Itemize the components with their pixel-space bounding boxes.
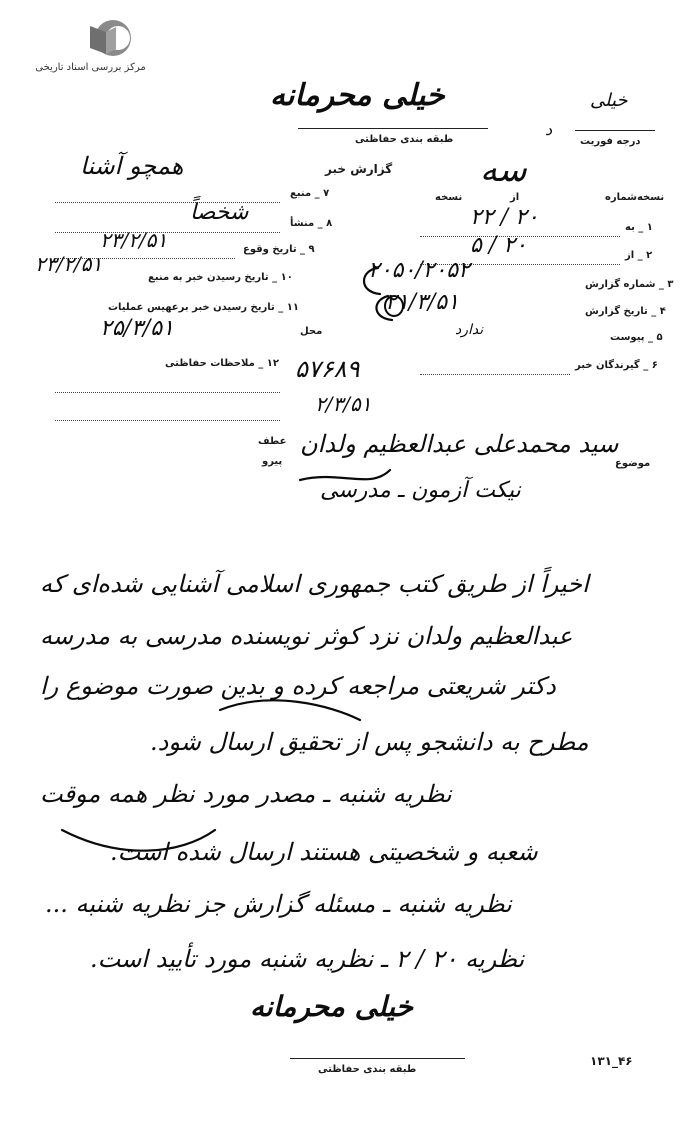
- atf-label: عطف: [258, 436, 287, 447]
- form-number: ۴۶_۱۳۱: [590, 1054, 633, 1068]
- copy-value: سه: [480, 150, 527, 190]
- from-value: ۲۰ / ۵: [470, 233, 527, 258]
- body-line: عبدالعظیم ولدان نزد کوثر نویسنده مدرسی به مدرسه: [40, 622, 573, 650]
- subject-line-1: سید محمدعلی عبدالعظیم ولدان: [300, 430, 619, 458]
- copy-number-label: نسخه‌شماره: [605, 192, 665, 203]
- body-line: نظریه شنبه ـ مسئله گزارش جز نظریه شنبه ...: [45, 890, 512, 918]
- urgency-mark: د: [545, 120, 553, 139]
- from-label: ۲ _ از: [625, 250, 653, 261]
- body-line: شعبه و شخصیتی هستند ارسال شده است.: [110, 838, 538, 866]
- body-line: مطرح به دانشجو پس از تحقیق ارسال شود.: [150, 728, 589, 756]
- classification-label: طبقه بندی حفاظتی: [355, 134, 454, 145]
- event-date-value: ۲۳/۲/۵۱: [100, 228, 168, 252]
- report-date-label: ۴ _ تاریخ گزارش: [585, 306, 666, 317]
- report-date-value: ۲۱/۳/۵۱: [385, 290, 459, 315]
- source-label: ۷ _ منبع: [290, 188, 330, 199]
- to-label: ۱ _ به: [625, 222, 653, 233]
- received-date-label: ۱۰ _ تاریخ رسیدن خبر به منبع: [148, 272, 293, 283]
- report-number-value: ۲۰۵۰/۲۰۵۲: [368, 258, 470, 283]
- body-line: دکتر شریعتی مراجعه کرده و بدین صورت موضوع را: [40, 672, 556, 700]
- attachment-value: ندارد: [455, 322, 484, 338]
- ops-date-value: ۲۵/۳/۵۱: [100, 316, 174, 341]
- source-value: همچو آشنا: [80, 152, 184, 180]
- received-date-value: ۲۳/۲/۵۱: [35, 252, 103, 276]
- event-date-label: ۹ _ تاریخ وقوع: [243, 244, 315, 255]
- urgency-value: خیلی: [590, 90, 628, 111]
- security-notes-label: ۱۲ _ ملاحظات حفاظتی: [165, 358, 279, 369]
- origin-value: شخصاً: [190, 200, 249, 225]
- subject-label: موضوع: [615, 458, 651, 469]
- place-label: محل: [300, 326, 323, 337]
- notes-value-2: ۲/۳/۵۱: [315, 392, 372, 416]
- copy-version-label: نسخه: [435, 192, 463, 203]
- body-line: اخیراً از طریق کتب جمهوری اسلامی آشنایی شده‌ای که: [40, 570, 589, 598]
- peyro-label: پیرو: [262, 456, 283, 467]
- ops-date-label: ۱۱ _ تاریخ رسیدن خبر برعهیس عملیات: [108, 302, 299, 313]
- subject-line-2: نیکت آزمون ـ مدرسی: [320, 478, 521, 503]
- body-line: نظریه ۲۰ / ۲ ـ نظریه شنبه مورد تأیید است.: [90, 945, 525, 973]
- to-value: ۲۰ / ۲۲: [470, 205, 539, 230]
- origin-label: ۸ _ منشأ: [290, 218, 333, 229]
- recipients-label: ۶ _ گیرندگان خبر: [575, 360, 658, 371]
- footer-classification-label: طبقه بندی حفاظتی: [318, 1064, 417, 1075]
- report-title: گزارش خبر: [325, 162, 393, 176]
- copy-from-label: از: [510, 192, 520, 203]
- archive-logo-text: مرکز بررسی اسناد تاریخی: [35, 62, 146, 73]
- report-number-label: ۳ _ شماره گزارش: [585, 279, 674, 290]
- attachment-label: ۵ _ پیوست: [610, 332, 663, 343]
- urgency-label: درجه فوریت: [580, 136, 641, 147]
- body-line: نظریه شنبه ـ مصدر مورد نظر همه موقت: [40, 780, 452, 808]
- signature-stamp: خیلی محرمانه: [250, 990, 413, 1023]
- notes-value: ۵۷۶۸۹: [295, 355, 360, 383]
- classification-stamp: خیلی محرمانه: [270, 78, 445, 113]
